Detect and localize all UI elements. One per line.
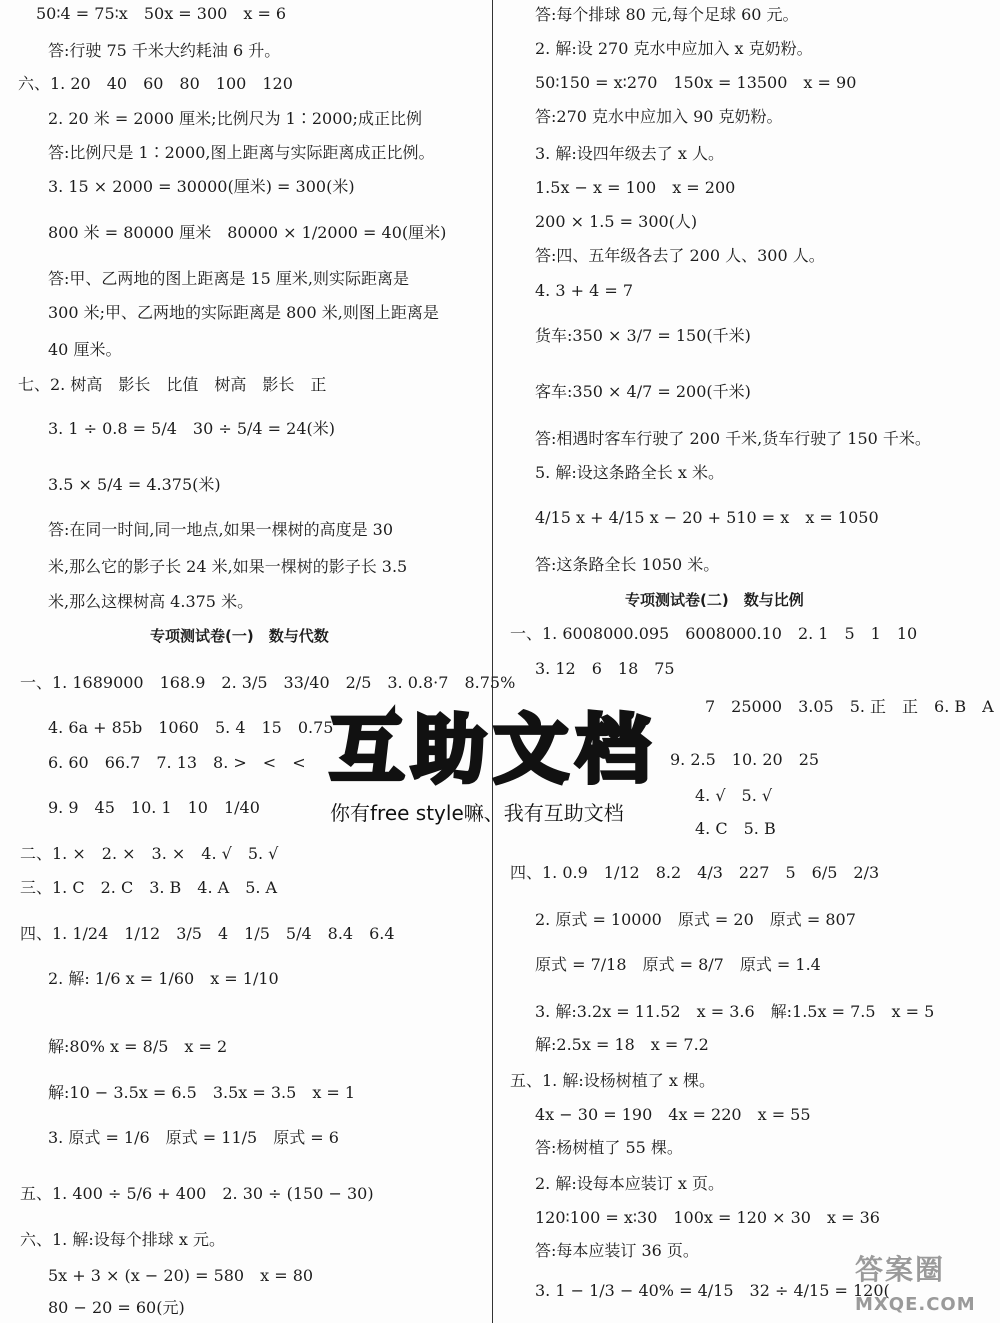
- right-line: 4x − 30 = 190 4x = 220 x = 55: [535, 1105, 811, 1124]
- left-section-heading: 专项测试卷(一) 数与代数: [150, 627, 329, 645]
- right-line: 客车:350 × 4/7 = 200(千米): [535, 382, 751, 401]
- left-line: 80 − 20 = 60(元): [48, 1298, 185, 1317]
- left-line: 五、1. 400 ÷ 5/6 + 400 2. 30 ÷ (150 − 30): [20, 1184, 374, 1203]
- left-line: 5x + 3 × (x − 20) = 580 x = 80: [48, 1266, 314, 1285]
- right-line: 答:270 克水中应加入 90 克奶粉。: [535, 107, 783, 126]
- right-line: 3. 1 − 1/3 − 40% = 4/15 32 ÷ 4/15 = 120(: [535, 1281, 890, 1300]
- right-line: 2. 解:设每本应装订 x 页。: [535, 1174, 724, 1193]
- left-line: 4. 6a + 85b 1060 5. 4 15 0.75: [48, 718, 334, 737]
- left-line: 答:行驶 75 千米大约耗油 6 升。: [48, 41, 281, 60]
- column-divider: [492, 0, 493, 1323]
- right-line: 答:四、五年级各去了 200 人、300 人。: [535, 246, 825, 265]
- left-line: 2. 20 米 = 2000 厘米;比例尺为 1∶2000;成正比例: [48, 109, 422, 128]
- left-line: 六、1. 20 40 60 80 100 120: [18, 74, 293, 93]
- right-line: 3. 解:3.2x = 11.52 x = 3.6 解:1.5x = 7.5 x = 5: [535, 1002, 935, 1021]
- left-line: 9. 9 45 10. 1 10 1/40: [48, 798, 260, 817]
- watermark-slogan: 你有free style嘛、我有互助文档: [330, 801, 624, 825]
- right-column: [500, 0, 1000, 1323]
- left-line: 6. 60 66.7 7. 13 8. > < <: [48, 753, 306, 772]
- left-line: 六、1. 解:设每个排球 x 元。: [20, 1230, 225, 1249]
- right-line: 答:每本应装订 36 页。: [535, 1241, 699, 1260]
- right-line: 2. 解:设 270 克水中应加入 x 克奶粉。: [535, 39, 813, 58]
- left-line: 解:10 − 3.5x = 6.5 3.5x = 3.5 x = 1: [48, 1083, 356, 1102]
- right-line: 一、1. 6008000.095 6008000.10 2. 1 5 1 10: [510, 624, 918, 643]
- corner-logo: [855, 1248, 976, 1315]
- corner-logo-text: 答案圈: [855, 1253, 946, 1286]
- right-line: 4. √ 5. √: [695, 786, 773, 805]
- left-line: 答:在同一时间,同一地点,如果一棵树的高度是 30: [48, 520, 394, 539]
- watermark-title: 互助文档: [330, 707, 658, 793]
- right-line: 货车:350 × 3/7 = 150(千米): [535, 326, 751, 345]
- left-line: 二、1. × 2. × 3. × 4. √ 5. √: [20, 844, 279, 863]
- left-line: 3. 原式 = 1/6 原式 = 11/5 原式 = 6: [48, 1128, 339, 1147]
- left-line: 三、1. C 2. C 3. B 4. A 5. A: [20, 878, 278, 897]
- right-line: 答:这条路全长 1050 米。: [535, 555, 720, 574]
- left-line: 3.5 × 5/4 = 4.375(米): [48, 475, 221, 494]
- left-line: 800 米 = 80000 厘米 80000 × 1/2000 = 40(厘米): [48, 223, 447, 242]
- right-line: 四、1. 0.9 1/12 8.2 4/3 227 5 6/5 2/3: [510, 863, 880, 882]
- left-line: 四、1. 1/24 1/12 3/5 4 1/5 5/4 8.4 6.4: [20, 924, 395, 943]
- left-line: 米,那么这棵树高 4.375 米。: [48, 592, 254, 611]
- watermark: [330, 705, 658, 825]
- left-line: 3. 1 ÷ 0.8 = 5/4 30 ÷ 5/4 = 24(米): [48, 419, 335, 438]
- right-line: 答:相遇时客车行驶了 200 千米,货车行驶了 150 千米。: [535, 429, 931, 448]
- left-line: 40 厘米。: [48, 340, 122, 359]
- right-line: 解:2.5x = 18 x = 7.2: [535, 1035, 709, 1054]
- left-line: 3. 15 × 2000 = 30000(厘米) = 300(米): [48, 177, 355, 196]
- right-line: 9. 2.5 10. 20 25: [670, 750, 820, 769]
- right-line: 2. 原式 = 10000 原式 = 20 原式 = 807: [535, 910, 856, 929]
- left-line: 一、1. 1689000 168.9 2. 3/5 33/40 2/5 3. 0.8·7 8.75%: [20, 673, 516, 692]
- right-line: 50∶150 = x∶270 150x = 13500 x = 90: [535, 73, 857, 92]
- left-line: 米,那么它的影子长 24 米,如果一棵树的影子长 3.5: [48, 557, 408, 576]
- left-line: 解:80% x = 8/5 x = 2: [48, 1037, 228, 1056]
- right-line: 7 25000 3.05 5. 正 正 6. B A: [705, 697, 994, 716]
- right-line: 1.5x − x = 100 x = 200: [535, 178, 736, 197]
- left-line: 七、2. 树高 影长 比值 树高 影长 正: [18, 375, 327, 394]
- right-line: 3. 12 6 18 75: [535, 659, 675, 678]
- right-line: 五、1. 解:设杨树植了 x 棵。: [510, 1071, 715, 1090]
- right-line: 3. 解:设四年级去了 x 人。: [535, 144, 724, 163]
- right-line: 答:每个排球 80 元,每个足球 60 元。: [535, 5, 799, 24]
- right-line: 200 × 1.5 = 300(人): [535, 212, 698, 231]
- left-line: 50∶4 = 75∶x 50x = 300 x = 6: [36, 4, 287, 23]
- right-line: 答:杨树植了 55 棵。: [535, 1138, 683, 1157]
- right-line: 4. C 5. B: [695, 819, 776, 838]
- right-line: 4. 3 + 4 = 7: [535, 281, 634, 300]
- right-line: 5. 解:设这条路全长 x 米。: [535, 463, 724, 482]
- left-line: 答:甲、乙两地的图上距离是 15 厘米,则实际距离是: [48, 269, 410, 288]
- right-line: 原式 = 7/18 原式 = 8/7 原式 = 1.4: [535, 955, 821, 974]
- corner-logo-url: MXQE.COM: [855, 1294, 976, 1315]
- right-line: 4/15 x + 4/15 x − 20 + 510 = x x = 1050: [535, 508, 879, 527]
- right-line: 120∶100 = x∶30 100x = 120 × 30 x = 36: [535, 1208, 880, 1227]
- left-line: 2. 解: 1/6 x = 1/60 x = 1/10: [48, 969, 279, 988]
- left-line: 答:比例尺是 1∶2000,图上距离与实际距离成正比例。: [48, 143, 435, 162]
- right-section-heading: 专项测试卷(二) 数与比例: [625, 591, 804, 609]
- left-line: 300 米;甲、乙两地的实际距离是 800 米,则图上距离是: [48, 303, 439, 322]
